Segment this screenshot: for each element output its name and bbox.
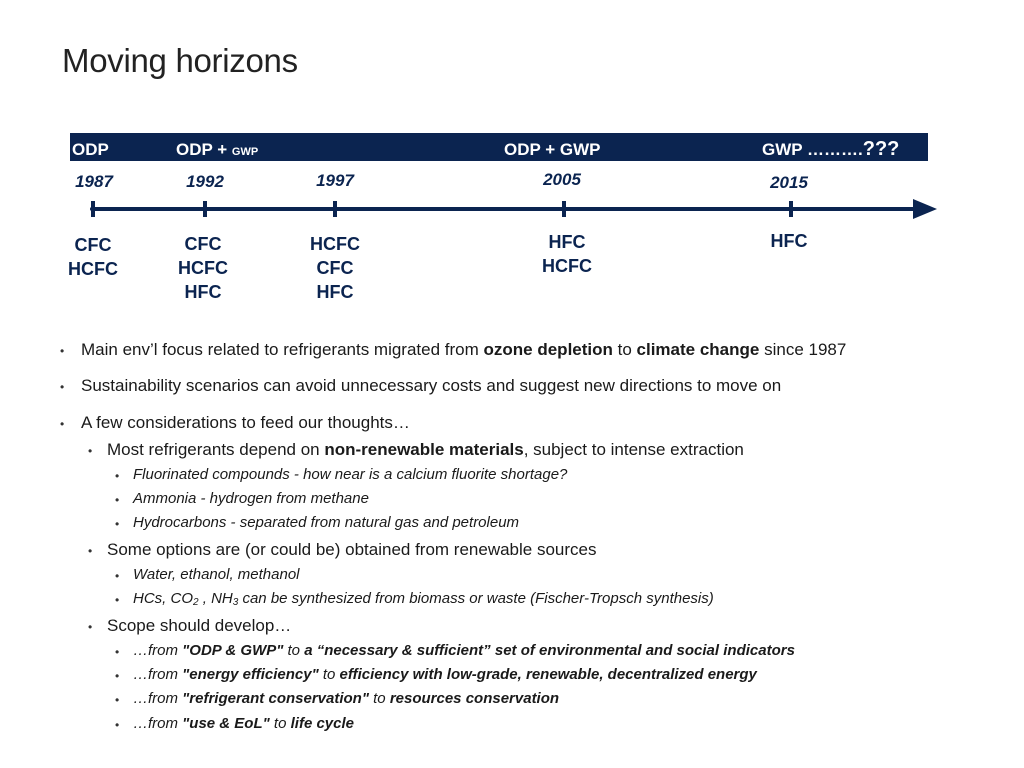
text: …from — [133, 666, 183, 683]
bold-text: non-renewable materials — [324, 440, 524, 459]
year-1987: 1987 — [75, 172, 113, 191]
bold-text: ozone depletion — [483, 340, 613, 359]
refrigerants-2005 — [542, 230, 592, 278]
subscript: 2 — [193, 597, 199, 608]
bullet-scope: Scope should develop… — [107, 616, 292, 635]
text: …from — [133, 642, 183, 659]
bullet-dot: • — [115, 693, 120, 707]
bullet-scope-life-cycle — [133, 715, 354, 732]
refrigerant-label: HCFC — [542, 256, 592, 276]
tick-2015 — [789, 201, 793, 217]
bullet-dot: • — [115, 517, 120, 531]
refrigerants-1987 — [68, 233, 118, 281]
refrigerants-1992 — [178, 232, 228, 304]
refrigerant-label: HFC — [548, 232, 586, 252]
bullet-scope-odp-gwp — [133, 642, 795, 659]
year-2015: 2015 — [770, 173, 808, 192]
bullet-hcs-synthesis — [133, 590, 714, 608]
bullet-dot: • — [88, 620, 93, 634]
text: can be synthesized from biomass or waste (Fischer-Tropsch synthesis) — [238, 590, 714, 607]
page-title: Moving horizons — [62, 42, 298, 79]
band-label-gwp-dots: GWP ………. — [762, 140, 863, 159]
band-label-odp-gwp-2005: ODP + GWP — [504, 140, 601, 159]
text: …from — [133, 690, 183, 707]
bullet-dot: • — [115, 593, 120, 607]
refrigerant-label: HFC — [316, 282, 354, 302]
bullet-non-renewable — [107, 440, 744, 460]
bold-text: a “necessary & sufficient” set of environmental and social indicators — [304, 642, 795, 659]
bullet-dot: • — [60, 344, 65, 358]
bullet-scope-energy — [133, 666, 757, 683]
bullet-scope-conservation — [133, 690, 559, 707]
bold-text: "ODP & GWP" — [182, 642, 284, 659]
text: to — [283, 642, 305, 659]
text: to — [269, 715, 291, 732]
bullet-dot: • — [115, 645, 120, 659]
text: , subject to intense extraction — [523, 440, 744, 459]
bullet-focus-migration — [81, 340, 846, 360]
bullet-fluorinated: Fluorinated compounds - how near is a calcium fluorite shortage? — [133, 466, 568, 483]
bold-text: life cycle — [290, 715, 354, 732]
tick-1997 — [333, 201, 337, 217]
bullet-dot: • — [115, 469, 120, 483]
timeline-arrow-icon — [913, 199, 937, 219]
text: since 1987 — [759, 340, 847, 359]
bullet-dot: • — [115, 493, 120, 507]
text: to — [368, 690, 390, 707]
tick-1987 — [91, 201, 95, 217]
refrigerant-label: HFC — [184, 282, 222, 302]
bullet-hydrocarbons: Hydrocarbons - separated from natural gas and petroleum — [133, 514, 520, 531]
bold-text: "energy efficiency" — [182, 666, 319, 683]
band-label-gwp-2015 — [762, 138, 899, 161]
tick-2005 — [562, 201, 566, 217]
year-2005: 2005 — [543, 170, 581, 189]
band-label-question: ??? — [862, 138, 900, 160]
bullet-ammonia: Ammonia - hydrogen from methane — [133, 490, 369, 507]
bold-text: climate change — [636, 340, 760, 359]
text: to — [318, 666, 340, 683]
text: Most refrigerants depend on — [107, 440, 325, 459]
refrigerant-label: CFC — [74, 235, 112, 255]
refrigerant-label: CFC — [316, 258, 354, 278]
bullet-dot: • — [115, 718, 120, 732]
refrigerant-label: CFC — [184, 234, 222, 254]
text: , NH — [198, 590, 233, 607]
band-label-odp-plus: ODP + — [176, 140, 228, 159]
bold-text: efficiency with low-grade, renewable, decentralized energy — [339, 666, 757, 683]
refrigerant-label: HFC — [770, 231, 808, 251]
band-label-odp: ODP — [72, 140, 109, 159]
text: Main env’l focus related to refrigerants migrated from — [81, 340, 484, 359]
bold-text: "use & EoL" — [182, 715, 270, 732]
bullet-water-ethanol: Water, ethanol, methanol — [133, 566, 300, 583]
bullet-dot: • — [60, 380, 65, 394]
band-label-gwp-small: GWP — [231, 146, 259, 158]
bold-text: "refrigerant conservation" — [182, 690, 369, 707]
refrigerant-label: HCFC — [310, 234, 360, 254]
band-label-odp-gwp-1992 — [176, 140, 258, 160]
refrigerant-label: HCFC — [68, 259, 118, 279]
refrigerant-label: HCFC — [178, 258, 228, 278]
bullet-renewable-sources: Some options are (or could be) obtained from renewable sources — [107, 540, 597, 559]
bold-text: resources conservation — [389, 690, 560, 707]
bullet-dot: • — [115, 569, 120, 583]
subscript: 3 — [232, 597, 239, 608]
text: HCs, CO — [133, 590, 193, 607]
bullet-dot: • — [115, 669, 120, 683]
year-1997: 1997 — [316, 171, 354, 190]
text: to — [612, 340, 637, 359]
bullet-dot: • — [60, 417, 65, 431]
bullet-considerations: A few considerations to feed our thoughts… — [81, 413, 410, 432]
tick-1992 — [203, 201, 207, 217]
year-1992: 1992 — [186, 172, 224, 191]
refrigerants-1997 — [310, 232, 360, 304]
bullet-sustainability: Sustainability scenarios can avoid unnecessary costs and suggest new directions to move on — [81, 376, 782, 395]
bullet-dot: • — [88, 444, 93, 458]
text: …from — [133, 715, 183, 732]
bullet-dot: • — [88, 544, 93, 558]
refrigerants-2015 — [771, 229, 808, 253]
